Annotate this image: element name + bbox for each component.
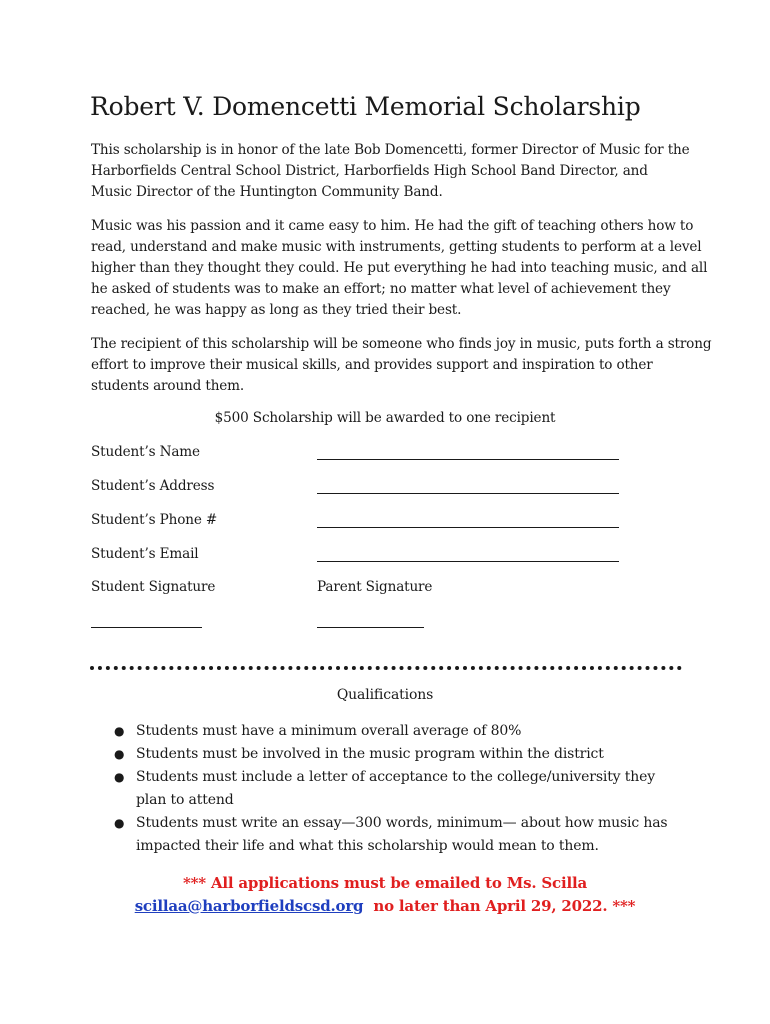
list-item-text: Students must write an essay—300 words, minimum— about how music has [136,815,668,831]
list-item-text: impacted their life and what this scholarship would mean to them. [136,838,599,854]
list-item-text: Students must have a minimum overall average of 80% [136,723,522,739]
student-signature-label: Student Signature [91,579,216,595]
list-item [114,720,694,743]
bullet-icon: ● [114,747,125,761]
paragraph-line: reached, he was happy as long as they tried their best. [91,302,462,318]
deadline-text: no later than April 29, 2022. *** [363,897,636,915]
tribute-paragraph [91,216,708,321]
paragraph-line: students around them. [91,378,245,394]
parent-signature-label: Parent Signature [317,579,433,595]
student-address-label: Student’s Address [91,478,215,494]
list-item [114,766,694,812]
qualifications-list [114,720,694,858]
paragraph-line: The recipient of this scholarship will be someone who finds joy in music, puts forth a strong [91,336,712,352]
paragraph-line: read, understand and make music with instruments, getting students to perform at a level [91,239,702,255]
dotted-divider [90,666,682,670]
submission-notice-line-1: *** All applications must be emailed to Ms. Scilla [182,874,587,892]
qualifications-heading: Qualifications [336,687,434,703]
student-phone-label: Student’s Phone # [91,512,218,528]
student-name-field[interactable] [317,459,619,460]
list-item-text: Students must be involved in the music program within the district [136,746,604,762]
student-signature-field[interactable] [91,627,202,628]
bullet-icon: ● [114,770,125,784]
paragraph-line: Harborfields Central School District, Harborfields High School Band Director, and [91,163,648,179]
recipient-paragraph [91,334,712,397]
student-email-label: Student’s Email [91,546,199,562]
student-phone-field[interactable] [317,527,619,528]
student-name-label: Student’s Name [91,444,200,460]
list-item-text: Students must include a letter of acceptance to the college/university they [136,769,655,785]
paragraph-line: This scholarship is in honor of the late Bob Domencetti, former Director of Music for the [91,142,690,158]
bullet-icon: ● [114,816,125,830]
parent-signature-field[interactable] [317,627,424,628]
list-item [114,743,694,766]
submission-notice-line-2 [0,897,770,915]
list-item [114,812,694,858]
email-link[interactable]: scillaa@harborfieldscsd.org [134,897,364,915]
student-address-field[interactable] [317,493,619,494]
page-title: Robert V. Domencetti Memorial Scholarship [90,92,641,121]
bullet-icon: ● [114,724,125,738]
list-item-text: plan to attend [136,792,234,808]
student-email-field[interactable] [317,561,619,562]
award-statement: $500 Scholarship will be awarded to one recipient [214,410,556,426]
paragraph-line: effort to improve their musical skills, and provides support and inspiration to other [91,357,653,373]
paragraph-line: Music Director of the Huntington Community Band. [91,184,443,200]
paragraph-line: Music was his passion and it came easy to him. He had the gift of teaching others how to [91,218,694,234]
intro-paragraph [91,140,691,203]
paragraph-line: he asked of students was to make an effort; no matter what level of achievement they [91,281,671,297]
paragraph-line: higher than they thought they could. He put everything he had into teaching music, and all [91,260,708,276]
